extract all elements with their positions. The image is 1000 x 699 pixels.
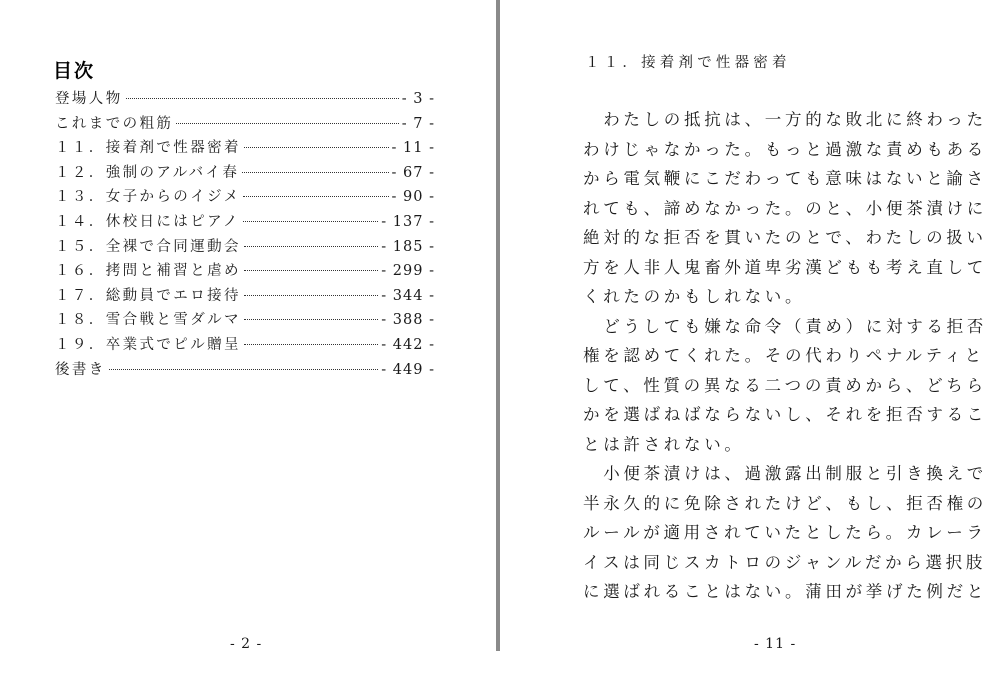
- toc-entry[interactable]: [55, 284, 435, 309]
- text-line: とは許されない。: [583, 434, 745, 454]
- toc-entry-title: １３．女子からのイジメ: [55, 189, 241, 206]
- toc-entry-page: - 299 -: [381, 263, 435, 280]
- toc-dot-leader: [109, 369, 379, 370]
- toc-entry-page: - 449 -: [381, 361, 435, 378]
- toc-entry[interactable]: [55, 87, 435, 112]
- toc-dot-leader: [244, 319, 378, 320]
- text-line: イスは同じスカトロのジャンルだから選択肢: [583, 552, 987, 572]
- text-line: 絶対的な拒否を貫いたのとで、わたしの扱い: [583, 228, 987, 247]
- toc-heading: 目次: [53, 60, 96, 82]
- text-line: 方を人非人鬼畜外道卑劣漢どもも考え直して: [583, 257, 987, 277]
- toc-dot-leader: [244, 344, 378, 345]
- text-line: から電気鞭にこだわっても意味はないと諭さ: [583, 169, 987, 188]
- toc-entry[interactable]: [55, 185, 435, 210]
- toc-entry-page: - 3 -: [401, 91, 435, 107]
- toc-entry-page: - 90 -: [391, 189, 435, 206]
- toc-entry-title: これまでの粗筋: [55, 115, 174, 132]
- toc-dot-leader: [176, 123, 398, 124]
- table-of-contents: [55, 87, 435, 382]
- toc-dot-leader: [243, 221, 379, 222]
- toc-dot-leader: [244, 246, 378, 247]
- toc-entry-title: １５．全裸で合同運動会: [55, 238, 241, 255]
- toc-entry-title: １７．総動員でエロ接待: [55, 287, 241, 304]
- toc-dot-leader: [126, 98, 399, 99]
- toc-entry-page: - 67 -: [391, 164, 435, 181]
- toc-dot-leader: [244, 270, 378, 271]
- text-line: 権を認めてくれた。その代わりペナルティと: [583, 346, 985, 365]
- toc-entry-title: １４．休校日にはピアノ: [55, 213, 240, 230]
- toc-entry[interactable]: [55, 358, 435, 383]
- page-gutter-divider: [496, 0, 500, 651]
- toc-entry[interactable]: [55, 112, 435, 137]
- toc-entry-page: - 344 -: [381, 287, 435, 304]
- toc-dot-leader: [243, 196, 388, 197]
- toc-entry-title: １２．強制のアルバイ春: [55, 164, 240, 181]
- toc-entry[interactable]: [55, 161, 435, 186]
- text-line: れても、諦めなかった。のと、小便茶漬けに: [583, 198, 987, 218]
- toc-entry-title: １６．拷問と補習と虐め: [55, 263, 241, 280]
- toc-entry-title: １９．卒業式でピル贈呈: [55, 336, 241, 353]
- toc-entry[interactable]: [55, 210, 435, 235]
- toc-entry[interactable]: [55, 259, 435, 284]
- text-line: に選ばれることはない。蒲田が挙げた例だと: [583, 582, 987, 601]
- text-line: 小便茶漬けは、過激露出制服と引き換えで: [583, 464, 987, 483]
- page-number-right: - 11 -: [754, 636, 797, 652]
- toc-entry-title: １８．雪合戦と雪ダルマ: [55, 312, 241, 329]
- toc-dot-leader: [242, 172, 388, 173]
- right-page: [503, 0, 1000, 699]
- text-line: かを選ばねばならないし、それを拒否するこ: [583, 405, 987, 424]
- toc-entry-page: - 185 -: [381, 238, 435, 255]
- chapter-title: １１．接着剤で性器密着: [585, 55, 791, 71]
- toc-entry-page: - 7 -: [401, 115, 435, 132]
- toc-entry[interactable]: [55, 136, 435, 161]
- toc-entry-title: １１．接着剤で性器密着: [55, 140, 241, 157]
- text-line: わたしの抵抗は、一方的な敗北に終わった: [583, 110, 987, 129]
- toc-entry-title: 後書き: [55, 361, 106, 378]
- toc-entry-page: - 388 -: [381, 312, 435, 329]
- text-line: ルールが適用されていたとしたら。カレーラ: [583, 523, 987, 542]
- toc-entry-page: - 442 -: [381, 336, 435, 353]
- toc-dot-leader: [244, 295, 378, 296]
- toc-entry-title: 登場人物: [55, 91, 123, 107]
- toc-entry-page: - 11 -: [391, 140, 435, 157]
- text-line: どうしても嫌な命令（責め）に対する拒否: [583, 316, 987, 336]
- page-number-left: - 2 -: [230, 636, 263, 652]
- body-text: [583, 105, 987, 607]
- text-line: 半永久的に免除されたけど、もし、拒否権の: [583, 493, 987, 513]
- text-line: わけじゃなかった。もっと過激な責めもある: [583, 139, 987, 159]
- toc-entry[interactable]: [55, 333, 435, 358]
- toc-entry[interactable]: [55, 235, 435, 260]
- toc-entry-page: - 137 -: [381, 213, 435, 230]
- text-line: くれたのかもしれない。: [583, 287, 806, 306]
- toc-dot-leader: [244, 147, 389, 148]
- toc-entry[interactable]: [55, 308, 435, 333]
- text-line: して、性質の異なる二つの責めから、どちら: [583, 375, 987, 395]
- left-page: [0, 0, 496, 699]
